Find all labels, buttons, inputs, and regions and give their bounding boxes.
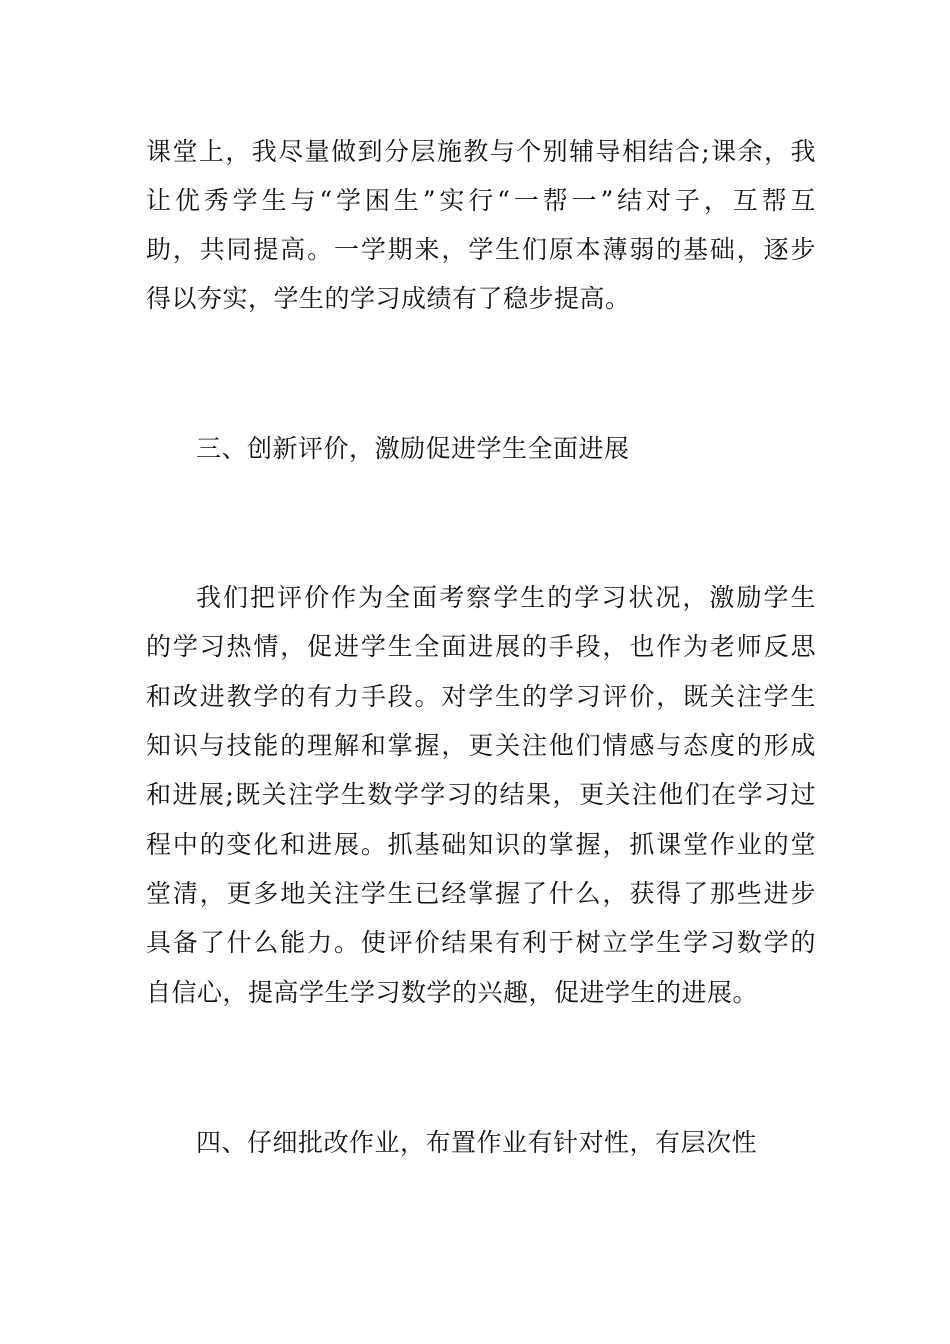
- paragraph-2-line-7: 堂清，更多地关注学生已经掌握了什么，获得了那些进步: [146, 879, 816, 908]
- paragraph-2-line-9: 自信心，提高学生学习数学的兴趣，促进学生的进展。: [146, 978, 759, 1007]
- paragraph-2-line-3: 和改进教学的有力手段。对学生的学习评价，既关注学生: [146, 682, 816, 711]
- section-heading-4: 四、仔细批改作业，布置作业有针对性，有层次性: [196, 1128, 758, 1157]
- paragraph-1-line-4: 得以夯实，学生的学习成绩有了稳步提高。: [146, 284, 631, 313]
- paragraph-2-line-8: 具备了什么能力。使评价结果有利于树立学生学习数学的: [146, 928, 816, 957]
- paragraph-2-line-1: 我们把评价作为全面考察学生的学习状况，激励学生: [196, 583, 816, 612]
- paragraph-2-line-6: 程中的变化和进展。抓基础知识的掌握，抓课堂作业的堂: [146, 830, 816, 859]
- section-heading-3: 三、创新评价，激励促进学生全面进展: [196, 434, 630, 463]
- paragraph-1-line-1: 课堂上，我尽量做到分层施教与个别辅导相结合;课余，我: [146, 137, 816, 166]
- paragraph-2-line-2: 的学习热情，促进学生全面进展的手段，也作为老师反思: [146, 632, 816, 661]
- paragraph-2-line-4: 知识与技能的理解和掌握，更关注他们情感与态度的形成: [146, 731, 816, 760]
- paragraph-1-line-3: 助，共同提高。一学期来，学生们原本薄弱的基础，逐步: [146, 235, 816, 264]
- paragraph-1-line-2: 让优秀学生与“学困生”实行“一帮一”结对子，互帮互: [146, 186, 816, 215]
- paragraph-2-line-5: 和进展;既关注学生数学学习的结果，更关注他们在学习过: [146, 780, 816, 809]
